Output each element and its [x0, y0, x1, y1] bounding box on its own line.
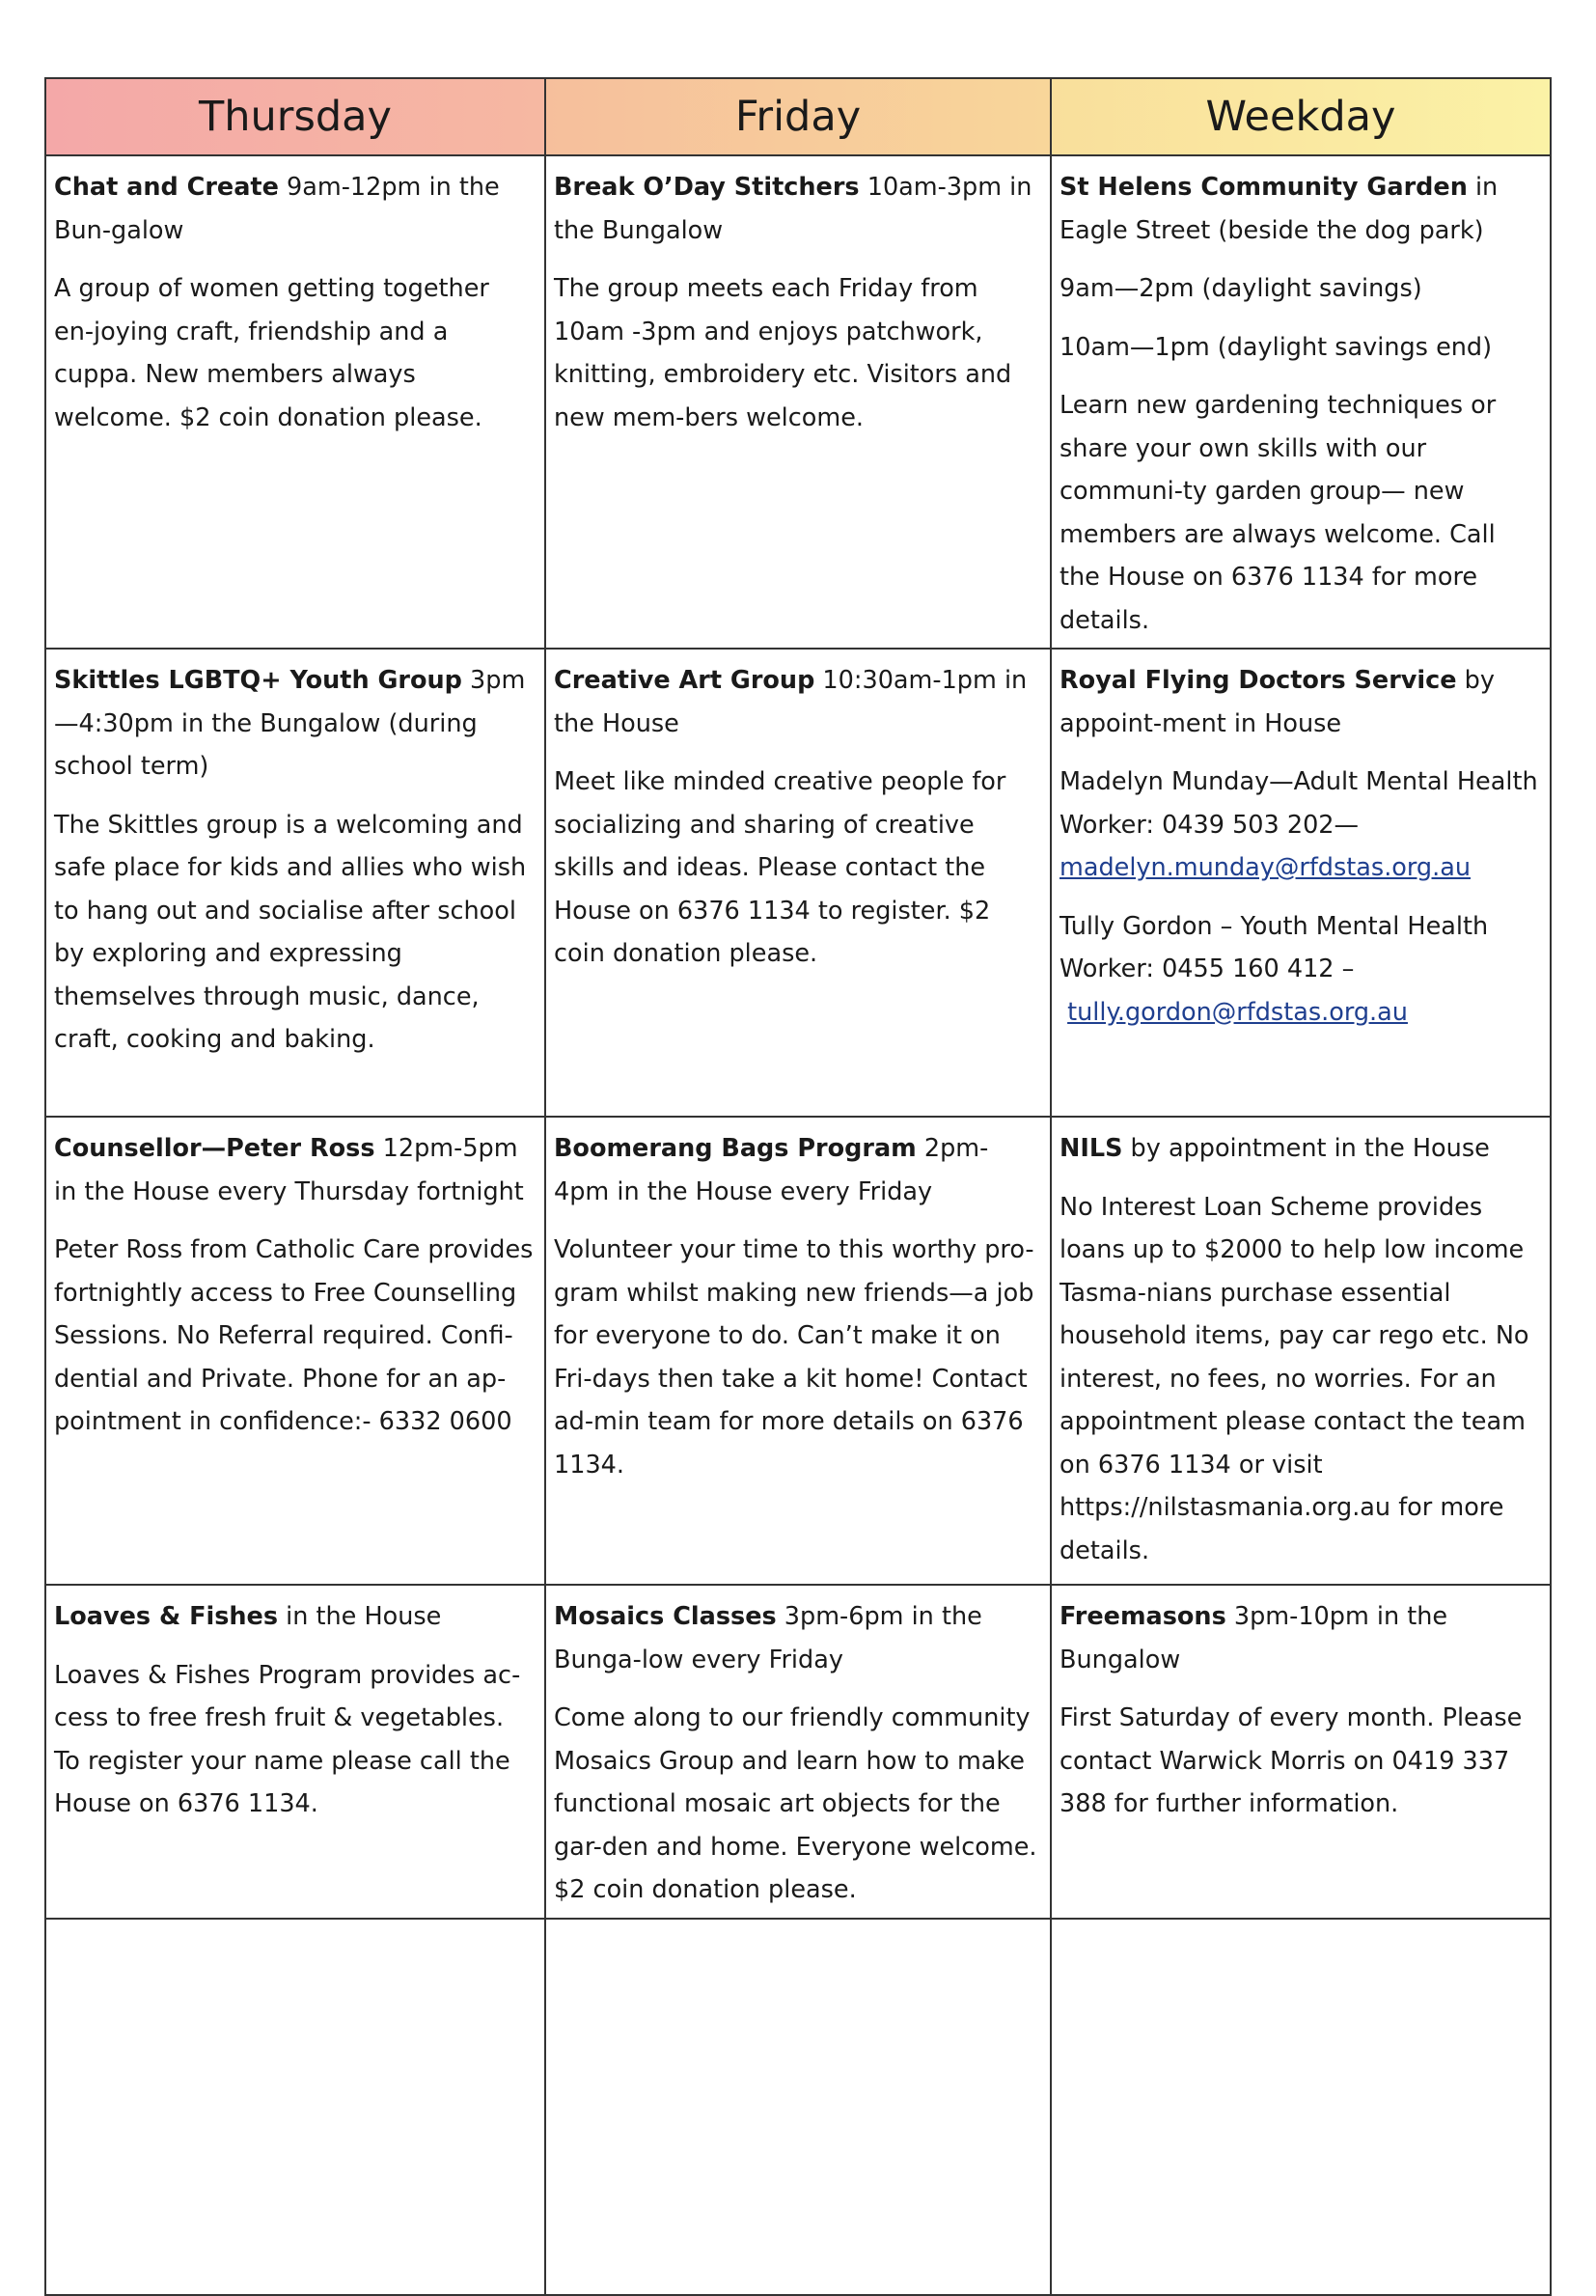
email-link-madelyn[interactable]: madelyn.munday@rfdstas.org.au: [1059, 853, 1472, 882]
event-cell-counsellor: [45, 1117, 545, 1585]
event-location: by appoint-ment in House: [1059, 666, 1495, 738]
event-title: Freemasons: [1059, 1602, 1226, 1631]
empty-cell: [545, 1919, 1051, 2295]
event-title: Skittles LGBTQ+ Youth Group: [54, 666, 462, 695]
header-thursday: Thursday: [45, 78, 545, 155]
event-description: Meet like minded creative people for socializing and sharing of creative skills and ideas. Please contact the House on 6376 1134 to register. $2 coin donation please.: [554, 767, 1006, 968]
event-cell-royal-flying-doctors: [1051, 649, 1551, 1117]
event-time: 10:30am-1pm in the House: [554, 666, 1028, 738]
event-cell-creative-art-group: [545, 649, 1051, 1117]
header-weekday: Weekday: [1051, 78, 1551, 155]
header-row: [45, 78, 1551, 155]
event-description: Peter Ross from Catholic Care provides fortnightly access to Free Counselling Sessions. No Referral required. Confi-dential and Private. Phone for an ap-pointment in confidence:- 6332 0600: [54, 1235, 534, 1436]
header-friday: Friday: [545, 78, 1051, 155]
schedule-table: [44, 77, 1552, 2296]
event-title: Mosaics Classes: [554, 1602, 777, 1631]
event-time: 3pm—4:30pm in the Bungalow (during school term): [54, 666, 526, 781]
event-title: Royal Flying Doctors Service: [1059, 666, 1457, 695]
schedule-row: [45, 1117, 1551, 1585]
empty-cell: [1051, 1919, 1551, 2295]
event-cell-community-garden: [1051, 155, 1551, 649]
event-description: Volunteer your time to this worthy pro-gram whilst making new friends—a job for everyone to do. Can’t make it on Fri-days then take a kit home! Contact ad-min team for more details on 6376 1134.: [554, 1235, 1034, 1480]
event-title: St Helens Community Garden: [1059, 173, 1468, 202]
event-cell-skittles-youth-group: [45, 649, 545, 1117]
event-description: The group meets each Friday from 10am -3pm and enjoys patchwork, knitting, embroidery etc. Visitors and new mem-bers welcome.: [554, 274, 1012, 432]
contact-madelyn-munday: Madelyn Munday—Adult Mental Health Worker: 0439 503 202—: [1059, 767, 1538, 840]
event-time: 10am—1pm (daylight savings end): [1059, 332, 1493, 362]
event-cell-loaves-fishes: [45, 1585, 545, 1919]
event-time: 12pm-5pm in the House every Thursday fortnight: [54, 1134, 524, 1206]
event-time: 3pm-10pm in the Bungalow: [1059, 1602, 1448, 1674]
event-location: by appointment in the House: [1122, 1134, 1490, 1163]
event-description: Learn new gardening techniques or share your own skills with our communi-ty garden group— new members are always welcome. Call the House on 6376 1134 for more details.: [1059, 391, 1497, 635]
event-cell-chat-and-create: [45, 155, 545, 649]
event-title: Loaves & Fishes: [54, 1602, 279, 1631]
email-link-tully[interactable]: tully.gordon@rfdstas.org.au: [1067, 997, 1408, 1027]
schedule-row: [45, 155, 1551, 649]
event-title: Chat and Create: [54, 173, 279, 202]
event-title: Counsellor—Peter Ross: [54, 1134, 375, 1163]
event-description: A group of women getting together en-joying craft, friendship and a cuppa. New members always welcome. $2 coin donation please.: [54, 274, 489, 432]
schedule-row: [45, 649, 1551, 1117]
event-time: 3pm-6pm in the Bunga-low every Friday: [554, 1602, 982, 1674]
event-cell-freemasons: [1051, 1585, 1551, 1919]
event-time: 10am-3pm in the Bungalow: [554, 173, 1032, 245]
event-title: Creative Art Group: [554, 666, 815, 695]
event-description: Come along to our friendly community Mosaics Group and learn how to make functional mosaic art objects for the gar-den and home. Everyone welcome. $2 coin donation please.: [554, 1703, 1037, 1904]
event-time: 9am—2pm (daylight savings): [1059, 274, 1422, 303]
event-cell-nils: [1051, 1117, 1551, 1585]
event-description: First Saturday of every month. Please contact Warwick Morris on 0419 337 388 for further information.: [1059, 1703, 1523, 1818]
event-description: Loaves & Fishes Program provides ac-cess to free fresh fruit & vegetables. To register your name please call the House on 6376 1134.: [54, 1660, 521, 1818]
event-cell-boomerang-bags: [545, 1117, 1051, 1585]
schedule-row: [45, 1585, 1551, 1919]
empty-row: [45, 1919, 1551, 2295]
event-location: in Eagle Street (beside the dog park): [1059, 173, 1499, 245]
event-cell-mosaics-classes: [545, 1585, 1051, 1919]
event-description: The Skittles group is a welcoming and safe place for kids and allies who wish to hang out and socialise after school by exploring and expressing themselves through music, dance, craft, cooking and baking.: [54, 810, 527, 1054]
event-title: Break O’Day Stitchers: [554, 173, 860, 202]
event-description: No Interest Loan Scheme provides loans up to $2000 to help low income Tasma-nians purchase essential household items, pay car rego etc. No interest, no fees, no worries. For an appointment please contact the team on 6376 1134 or visit https://nilstasmania.org.au for more details.: [1059, 1192, 1529, 1565]
event-location: in the House: [278, 1602, 442, 1631]
event-title: NILS: [1059, 1134, 1123, 1163]
empty-cell: [45, 1919, 545, 2295]
event-time: 9am-12pm in the Bun-galow: [54, 173, 500, 245]
event-time: 2pm-4pm in the House every Friday: [554, 1134, 989, 1206]
contact-tully-gordon: Tully Gordon – Youth Mental Health Worker: 0455 160 412 –: [1059, 911, 1489, 983]
event-cell-break-oday-stitchers: [545, 155, 1051, 649]
event-title: Boomerang Bags Program: [554, 1134, 917, 1163]
